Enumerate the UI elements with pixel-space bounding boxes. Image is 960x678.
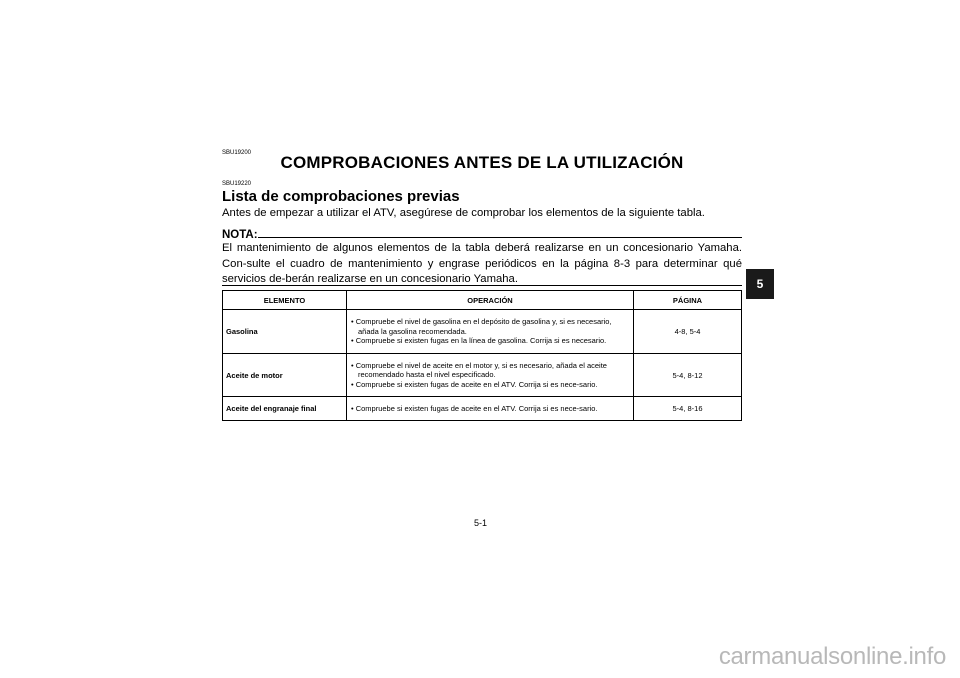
- nota-label: NOTA:: [222, 229, 258, 241]
- header-pagina: PÁGINA: [634, 291, 742, 310]
- row-page: 5-4, 8-12: [634, 354, 742, 397]
- header-elemento: ELEMENTO: [223, 291, 347, 310]
- doc-code-section: SBU19220: [222, 181, 252, 187]
- nota-rule-bottom: [222, 285, 742, 286]
- page-title: COMPROBACIONES ANTES DE LA UTILIZACIÓN: [280, 153, 684, 172]
- watermark: carmanualsonline.info: [718, 643, 946, 670]
- operation-item: • Compruebe si existen fugas en la línea de gasolina. Corrija si es necesario.: [351, 336, 607, 346]
- operation-item: • Compruebe el nivel de aceite en el motor y, si es necesario, añada el aceite recomendado hasta el nivel especificado.: [351, 360, 607, 380]
- nota-rule-top: [258, 237, 742, 238]
- table-row: [223, 310, 742, 354]
- chapter-tab: 5: [746, 269, 774, 299]
- table-row: [223, 397, 742, 421]
- table-header-row: [223, 291, 742, 310]
- page-number: 5-1: [474, 518, 488, 528]
- operation-item: • Compruebe si existen fugas de aceite en el ATV. Corrija si es nece-sario.: [351, 379, 598, 389]
- row-element: Aceite de motor: [223, 354, 347, 397]
- row-page: 5-4, 8-16: [634, 397, 742, 421]
- nota-text: El mantenimiento de algunos elementos de la tabla deberá realizarse en un concesionario Yamaha. Con-sulte el cuadro de mantenimiento y engrase periódicos en la página 8-3 para determinar qué servicios de-berán realizarse en un concesionario Yamaha.: [222, 242, 742, 286]
- row-operation: [347, 354, 634, 397]
- operation-item: • Compruebe si existen fugas de aceite en el ATV. Corrija si es nece-sario.: [351, 403, 598, 413]
- header-operacion: OPERACIÓN: [347, 291, 634, 310]
- table-row: [223, 354, 742, 397]
- row-element: Gasolina: [223, 310, 347, 354]
- doc-code-top: SBU19200: [222, 150, 252, 156]
- row-operation: [347, 310, 634, 354]
- operation-item: • Compruebe el nivel de gasolina en el depósito de gasolina y, si es necesario, añada la gasolina recomendada.: [351, 317, 612, 336]
- row-operation: [347, 397, 634, 421]
- checklist-table: [222, 290, 742, 421]
- row-element: Aceite del engranaje final: [223, 397, 347, 421]
- intro-paragraph: Antes de empezar a utilizar el ATV, asegúrese de comprobar los elementos de la siguiente tabla.: [222, 207, 705, 219]
- section-title: Lista de comprobaciones previas: [222, 188, 460, 205]
- row-page: 4-8, 5-4: [634, 310, 742, 354]
